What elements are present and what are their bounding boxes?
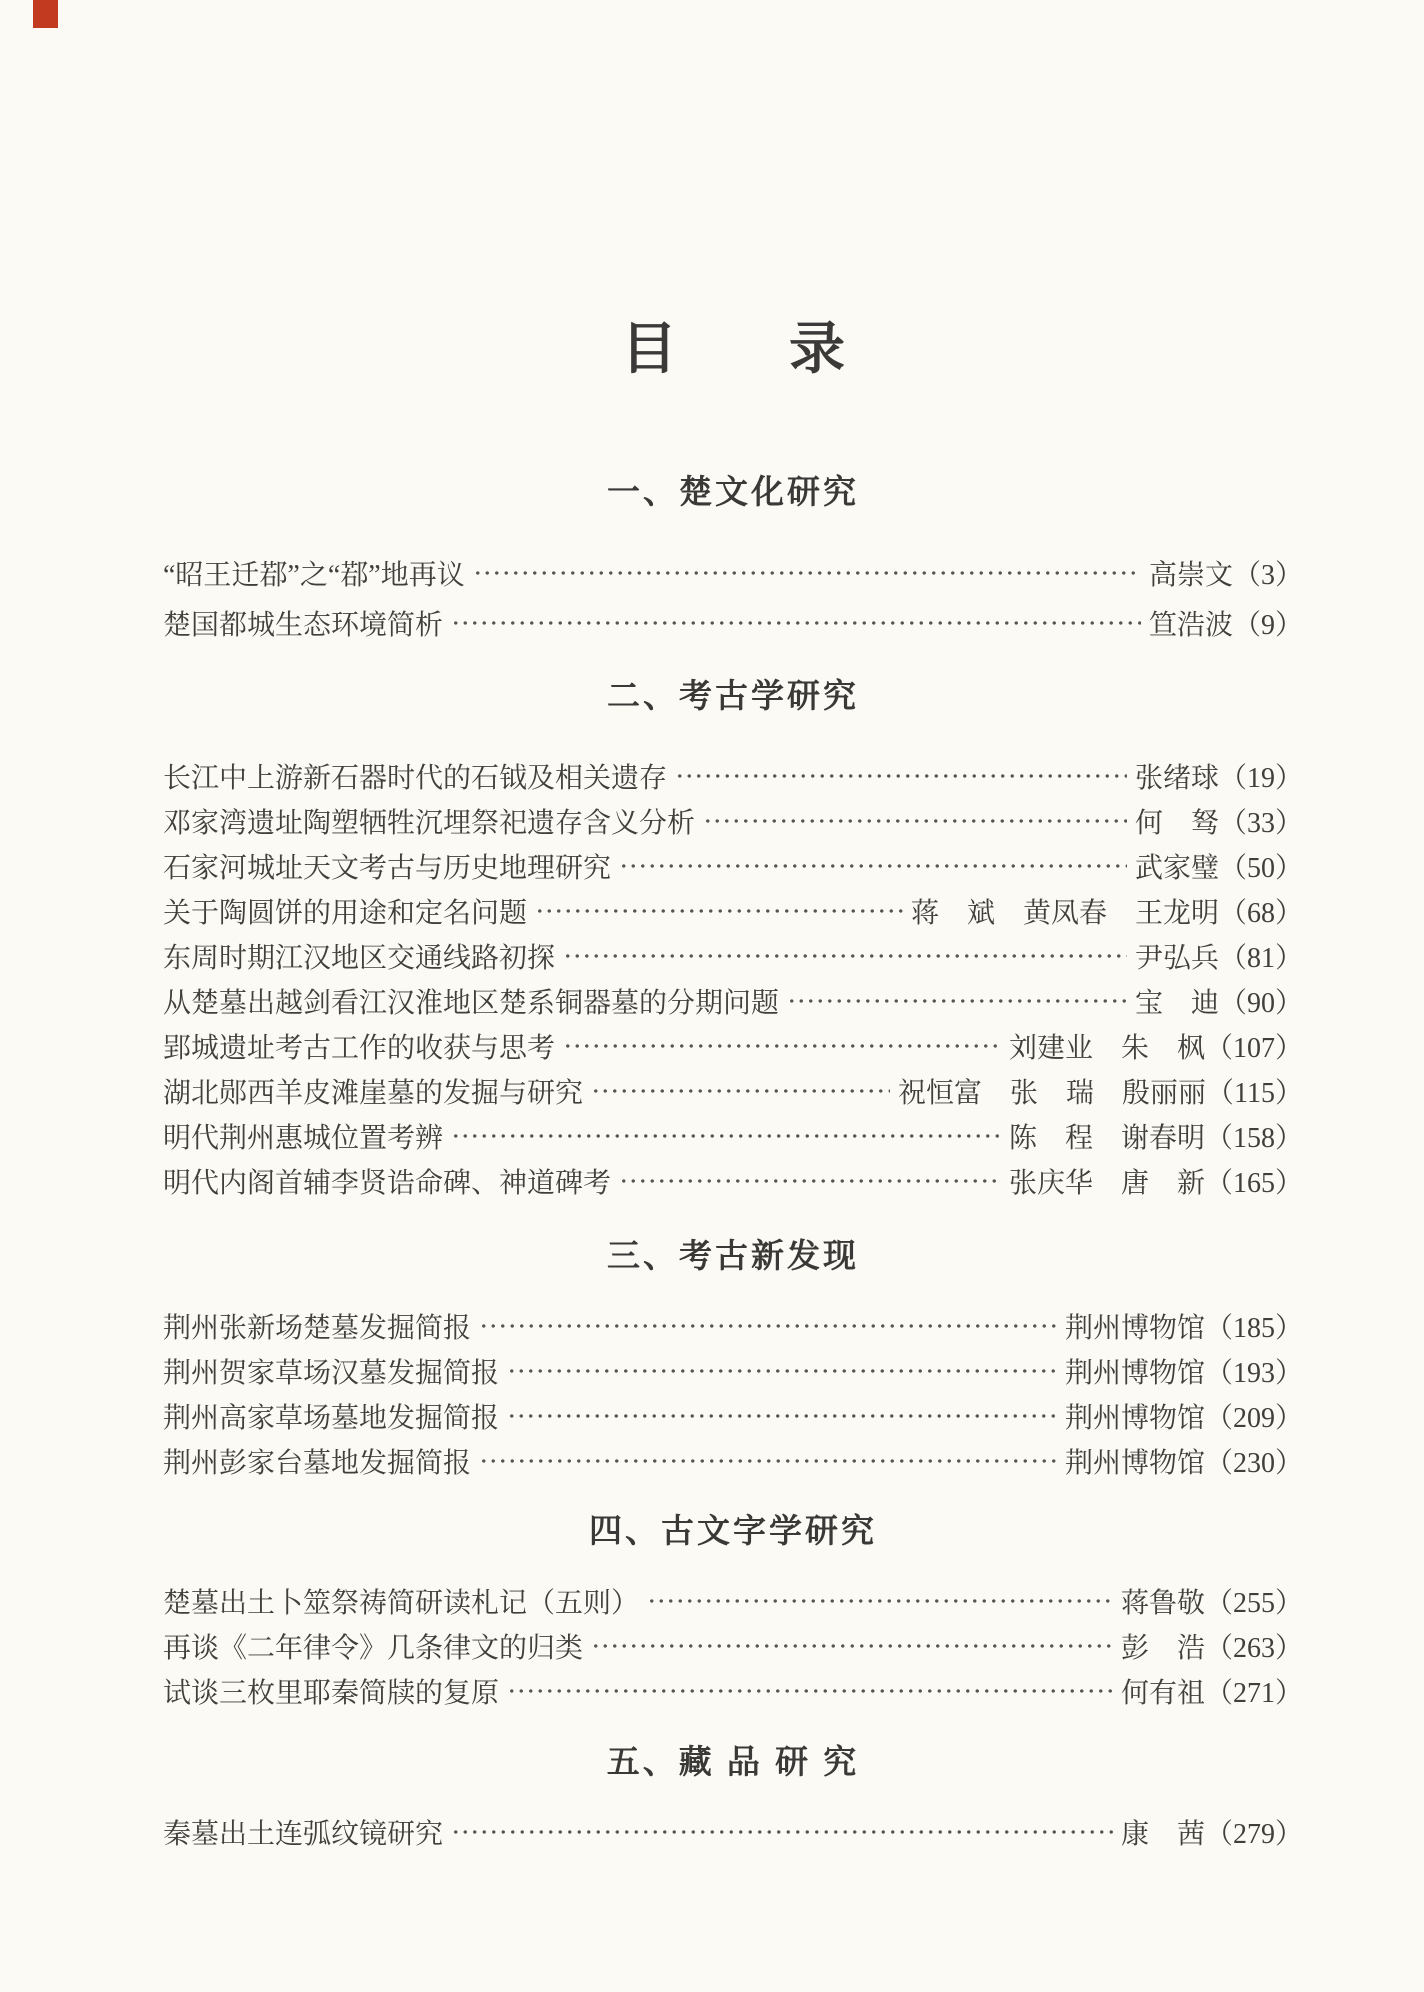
dot-leader — [701, 806, 1127, 836]
toc-entry — [163, 979, 1303, 1024]
toc-entry — [163, 889, 1303, 934]
entry-authors: 荆州博物馆 — [1064, 1448, 1205, 1480]
entry-title: 东周时期江汉地区交通线路初探 — [163, 943, 556, 975]
page-title: 目 录 — [621, 319, 845, 381]
entry-title: 邓家湾遗址陶塑牺牲沉埋祭祀遗存含义分析 — [163, 808, 696, 840]
entry-authors: 尹弘兵 — [1134, 943, 1219, 975]
dot-leader — [673, 761, 1127, 791]
dot-leader — [589, 1076, 890, 1106]
entry-authors: 张庆华 唐 新 — [1008, 1168, 1205, 1200]
entry-page-number: （90） — [1218, 988, 1303, 1020]
entry-title: 楚墓出土卜筮祭祷简研读札记（五则） — [163, 1588, 640, 1620]
dot-leader — [449, 608, 1141, 638]
entry-title: 长江中上游新石器时代的石钺及相关遗存 — [163, 763, 668, 795]
section-heading: 四、古文字学研究 — [589, 1512, 877, 1550]
entry-authors: 宝 迪 — [1134, 988, 1219, 1020]
section-entries — [163, 1304, 1303, 1484]
entry-title: 明代荆州惠城位置考辨 — [163, 1123, 444, 1155]
section-entries — [163, 1810, 1303, 1855]
toc-entry — [163, 1159, 1303, 1204]
entry-authors: 张绪球 — [1134, 763, 1219, 795]
entry-page-number: （50） — [1218, 853, 1303, 885]
entry-page-number: （107） — [1204, 1033, 1303, 1065]
section-heading: 三、考古新发现 — [607, 1236, 859, 1274]
toc-sections — [163, 472, 1303, 1854]
dot-leader — [505, 1676, 1113, 1706]
entry-authors: 蒋鲁敬 — [1120, 1588, 1205, 1620]
toc-entry — [163, 1024, 1303, 1069]
entry-authors: 康 茜 — [1120, 1819, 1205, 1851]
toc-entry — [163, 799, 1303, 844]
toc-entry — [163, 1304, 1303, 1349]
entry-page-number: （81） — [1218, 943, 1303, 975]
dot-leader — [477, 1446, 1057, 1476]
toc-entry — [163, 1810, 1303, 1855]
dot-leader — [533, 896, 903, 926]
entry-title: 秦墓出土连弧纹镜研究 — [163, 1819, 444, 1851]
entry-authors: 何 驽 — [1134, 808, 1219, 840]
toc-entry — [163, 1669, 1303, 1714]
toc-entry — [163, 1069, 1303, 1114]
dot-leader — [645, 1586, 1113, 1616]
dot-leader — [589, 1631, 1113, 1661]
section-entries — [163, 754, 1303, 1204]
dot-leader — [471, 558, 1141, 588]
dot-leader — [561, 941, 1127, 971]
entry-authors: 何有祖 — [1120, 1678, 1205, 1710]
section-heading: 一、楚文化研究 — [607, 473, 859, 511]
toc-section — [163, 1742, 1303, 1855]
entry-authors: 刘建业 朱 枫 — [1008, 1033, 1205, 1065]
dot-leader — [505, 1401, 1057, 1431]
entry-title: 试谈三枚里耶秦简牍的复原 — [163, 1678, 500, 1710]
entry-authors: 武家璧 — [1134, 853, 1219, 885]
toc-entry — [163, 754, 1303, 799]
entry-page-number: （19） — [1218, 763, 1303, 795]
entry-title: 荆州彭家台墓地发掘简报 — [163, 1448, 472, 1480]
dot-leader — [561, 1031, 1001, 1061]
entry-page-number: （33） — [1218, 808, 1303, 840]
toc-entry — [163, 1624, 1303, 1669]
toc-section — [163, 676, 1303, 1204]
entry-authors: 高崇文 — [1148, 560, 1233, 592]
dot-leader — [617, 1166, 1001, 1196]
entry-page-number: （230） — [1204, 1448, 1303, 1480]
entry-title: 荆州高家草场墓地发掘简报 — [163, 1403, 500, 1435]
toc-section — [163, 1511, 1303, 1713]
entry-title: 荆州张新场楚墓发掘简报 — [163, 1313, 472, 1345]
entry-title: 再谈《二年律令》几条律文的归类 — [163, 1633, 584, 1665]
entry-title: 湖北郧西羊皮滩崖墓的发掘与研究 — [163, 1078, 584, 1110]
entry-authors: 彭 浩 — [1120, 1633, 1205, 1665]
entry-title: 关于陶圆饼的用途和定名问题 — [163, 898, 528, 930]
scan-edge-artifact — [33, 0, 58, 28]
section-entries — [163, 548, 1303, 648]
entry-page-number: （209） — [1204, 1403, 1303, 1435]
entry-title: “昭王迁鄀”之“鄀”地再议 — [163, 560, 465, 592]
toc-entry — [163, 1579, 1303, 1624]
entry-page-number: （3） — [1232, 560, 1303, 592]
entry-authors: 陈 程 谢春明 — [1008, 1123, 1205, 1155]
entry-page-number: （193） — [1204, 1358, 1303, 1390]
toc-entry — [163, 934, 1303, 979]
toc-entry — [163, 1394, 1303, 1439]
section-entries — [163, 1579, 1303, 1714]
entry-title: 荆州贺家草场汉墓发掘简报 — [163, 1358, 500, 1390]
toc-entry — [163, 548, 1303, 598]
toc-section — [163, 1236, 1303, 1484]
entry-authors: 祝恒富 张 瑞 殷丽丽 — [898, 1078, 1207, 1110]
entry-authors: 荆州博物馆 — [1064, 1358, 1205, 1390]
toc-content — [163, 0, 1303, 1855]
toc-entry — [163, 1349, 1303, 1394]
entry-title: 郢城遗址考古工作的收获与思考 — [163, 1033, 556, 1065]
entry-authors: 蒋 斌 黄凤春 王龙明 — [910, 898, 1219, 930]
entry-title: 从楚墓出越剑看江汉淮地区楚系铜器墓的分期问题 — [163, 988, 780, 1020]
dot-leader — [449, 1817, 1113, 1847]
section-heading: 五、藏 品 研 究 — [606, 1742, 860, 1780]
entry-page-number: （9） — [1232, 610, 1303, 642]
dot-leader — [505, 1356, 1057, 1386]
entry-page-number: （255） — [1204, 1588, 1303, 1620]
entry-page-number: （115） — [1206, 1078, 1303, 1110]
entry-page-number: （279） — [1204, 1819, 1303, 1851]
entry-page-number: （165） — [1204, 1168, 1303, 1200]
entry-title: 楚国都城生态环境简析 — [163, 610, 444, 642]
dot-leader — [477, 1311, 1057, 1341]
toc-entry — [163, 1439, 1303, 1484]
toc-section — [163, 472, 1303, 648]
dot-leader — [449, 1121, 1001, 1151]
entry-authors: 荆州博物馆 — [1064, 1313, 1205, 1345]
entry-page-number: （68） — [1218, 898, 1303, 930]
entry-authors: 荆州博物馆 — [1064, 1403, 1205, 1435]
dot-leader — [617, 851, 1127, 881]
section-heading: 二、考古学研究 — [607, 676, 859, 714]
entry-authors: 笪浩波 — [1148, 610, 1233, 642]
entry-page-number: （158） — [1204, 1123, 1303, 1155]
entry-page-number: （185） — [1204, 1313, 1303, 1345]
toc-entry — [163, 1114, 1303, 1159]
toc-entry — [163, 844, 1303, 889]
entry-page-number: （271） — [1204, 1678, 1303, 1710]
dot-leader — [785, 986, 1127, 1016]
toc-entry — [163, 598, 1303, 648]
entry-title: 石家河城址天文考古与历史地理研究 — [163, 853, 612, 885]
entry-page-number: （263） — [1204, 1633, 1303, 1665]
entry-title: 明代内阁首辅李贤诰命碑、神道碑考 — [163, 1168, 612, 1200]
